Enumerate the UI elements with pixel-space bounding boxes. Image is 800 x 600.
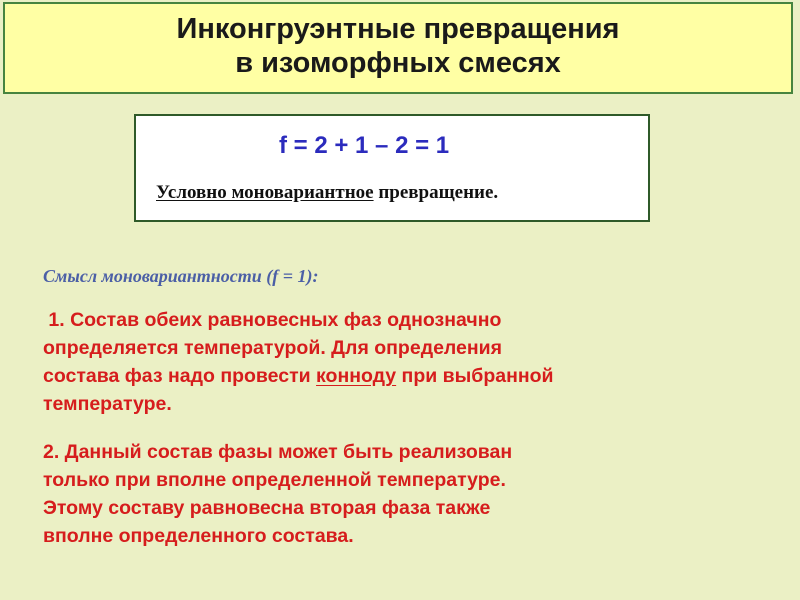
point-1-line-3-start: состава фаз надо провести [43, 365, 317, 387]
point-1-paragraph [43, 306, 554, 418]
meaning-heading: Смысл моновариантности (f = 1): [43, 266, 319, 286]
point-1-line-3-end: при выбранной [396, 365, 554, 387]
slide-title-line-1: Инконгруэнтные превращения [176, 13, 620, 45]
point-1-line-4: температуре. [43, 393, 172, 415]
formula-caption [156, 182, 498, 204]
point-2-line-1: 2. Данный состав фазы может быть реализован [43, 441, 513, 463]
konnoda-term: конноду [316, 365, 397, 387]
slide-title-line-2: в изоморфных смесях [235, 47, 561, 79]
point-2-line-4: вполне определенного состава. [43, 525, 354, 547]
title-box [3, 2, 793, 94]
point-1-line-3 [43, 362, 554, 390]
caption-rest: превращение. [373, 182, 499, 203]
caption-underlined-term: Условно моновариантное [156, 182, 374, 203]
formula-box [134, 114, 650, 222]
point-2-paragraph [43, 438, 512, 550]
degrees-of-freedom-formula: f = 2 + 1 – 2 = 1 [279, 132, 450, 159]
point-1-line-2: определяется температурой. Для определения [43, 337, 503, 359]
point-2-line-2: только при вполне определенной температуре. [43, 469, 506, 491]
point-2-line-3: Этому составу равновесна вторая фаза также [43, 497, 491, 519]
point-1-line-1: 1. Состав обеих равновесных фаз однозначно [43, 309, 502, 331]
